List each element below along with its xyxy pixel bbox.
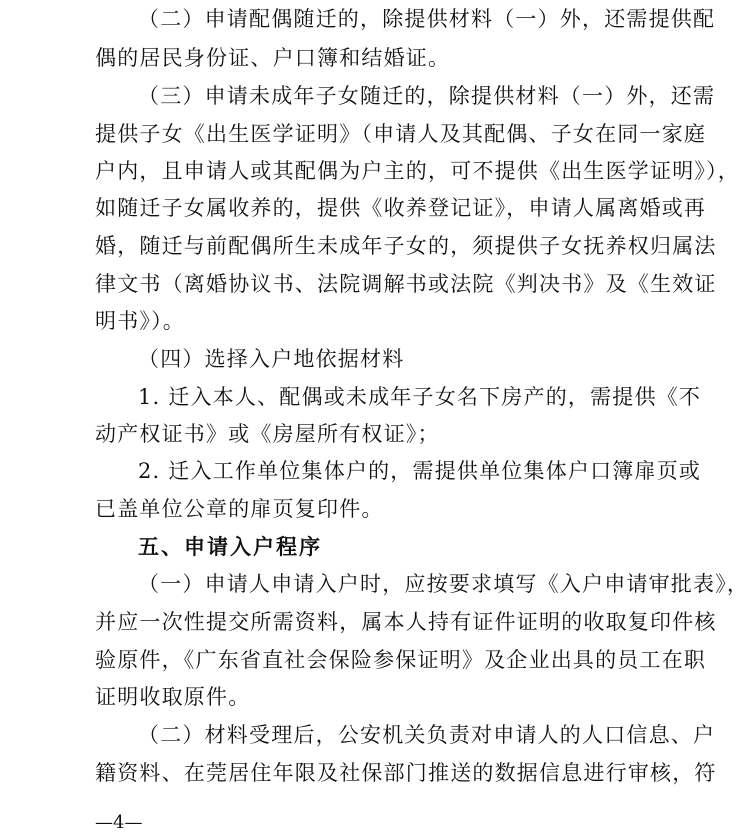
text-line: 2. 迁入工作单位集体户的，需提供单位集体户口簿扉页或 (138, 459, 702, 483)
text-line: 如随迁子女属收养的，提供《收养登记证》，申请人属离婚或再 (95, 196, 707, 220)
text-line: 已盖单位公章的扉页复印件。 (95, 497, 384, 521)
text-line: （三）申请未成年子女随迁的，除提供材料（一）外，还需 (138, 84, 716, 108)
text-line: 1. 迁入本人、配偶或未成年子女名下房产的，需提供《不 (138, 385, 702, 409)
text-line: （一）申请人申请入户时，应按要求填写《入户申请审批表》， (138, 572, 749, 596)
text-line: 户内，且申请人或其配偶为户主的，可不提供《出生医学证明》）， (95, 159, 740, 183)
text-line: 偶的居民身份证、户口簿和结婚证。 (95, 46, 451, 70)
text-line: 证明收取原件。 (95, 685, 251, 709)
text-line: 动产权证书》或《房屋所有权证》； (95, 422, 440, 446)
text-line: （二）材料受理后，公安机关负责对申请人的人口信息、户 (138, 723, 716, 747)
section-heading: 五、申请入户程序 (138, 535, 322, 559)
text-line: （二）申请配偶随迁的，除提供材料（一）外，还需提供配 (138, 7, 716, 31)
text-line: 婚，随迁与前配偶所生未成年子女的，须提供子女抚养权归属法 (95, 234, 717, 258)
text-line: 律文书（离婚协议书、法院调解书或法院《判决书》及《生效证 (95, 272, 717, 296)
text-line: 籍资料、在莞居住年限及社保部门推送的数据信息进行审核，符 (95, 761, 717, 785)
text-line: （四）选择入户地依据材料 (138, 347, 405, 371)
page-number: —4— (95, 812, 143, 833)
text-line: 并应一次性提交所需资料，属本人持有证件证明的收取复印件核 (95, 610, 717, 634)
text-line: 提供子女《出生医学证明》（申请人及其配偶、子女在同一家庭 (95, 122, 707, 146)
text-line: 明书》）。 (95, 309, 185, 333)
text-line: 验原件，《广东省直社会保险参保证明》及企业出具的员工在职 (95, 648, 707, 672)
